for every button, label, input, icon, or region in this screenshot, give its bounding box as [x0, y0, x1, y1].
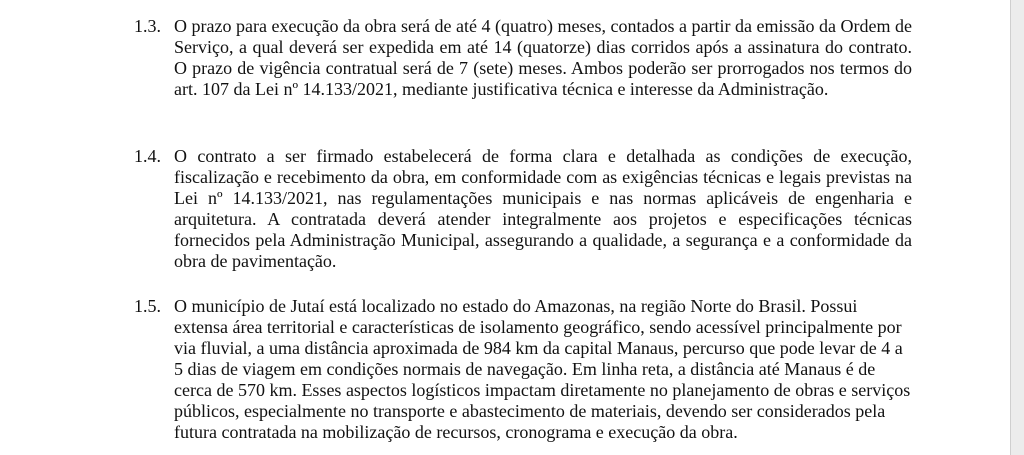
clause-text: O prazo para execução da obra será de até 4 (quatro) meses, contados a partir da emissão da Ordem de Serviço, a qual deverá ser expedida em até 14 (quatorze) dias corridos após a assinatura do contrato. O prazo de vigência contratual será de 7 (sete) meses. Ambos poderão ser prorrogados nos termos do art. 107 da Lei nº 14.133/2021, mediante justificativa técnica e interesse da Administração.: [174, 16, 912, 99]
clause-text: O contrato a ser firmado estabelecerá de forma clara e detalhada as condições de execução, fiscalização e recebimento da obra, em conformidade com as exigências técnicas e legais previstas na Lei nº 14.133/2021, nas regulamentações municipais e nas normas aplicáveis de engenharia e arquitetura. A contratada deverá atender integralmente aos projetos e especificações técnicas fornecidos pela Administração Municipal, assegurando a qualidade, a segurança e a conformidade da obra de pavimentação.: [174, 146, 912, 271]
clause-1-5: [134, 296, 924, 443]
clause-1-3: [134, 16, 924, 100]
clause-text: O município de Jutaí está localizado no estado do Amazonas, na região Norte do Brasil. Possui extensa área territorial e características de isolamento geográfico, sendo acessível principalmente por via fluvial, a uma distância aproximada de 984 km da capital Manaus, percurso que pode levar de 4 a 5 dias de viagem em condições normais de navegação. Em linha reta, a distância até Manaus é de cerca de 570 km. Esses aspectos logísticos impactam diretamente no planejamento de obras e serviços públicos, especialmente no transporte e abastecimento de materiais, devendo ser considerados pela futura contratada na mobilização de recursos, cronograma e execução da obra.: [174, 296, 911, 442]
clause-1-4: [134, 146, 924, 272]
clause-number: 1.5.: [134, 296, 161, 316]
viewer-background-edge: [1011, 0, 1024, 455]
clause-number: 1.3.: [134, 16, 161, 36]
clause-number: 1.4.: [134, 146, 161, 166]
